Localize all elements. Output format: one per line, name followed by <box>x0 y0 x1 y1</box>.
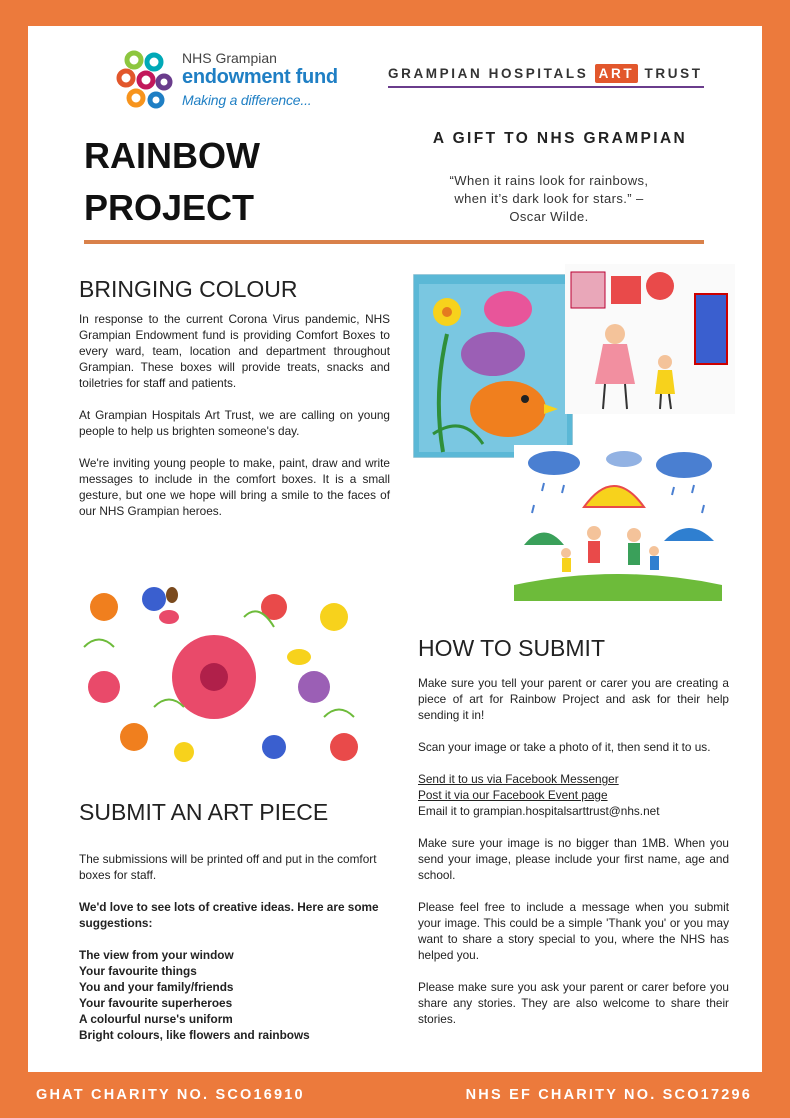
oscar-wilde-quote <box>416 172 682 226</box>
endowment-tagline: Making a difference... <box>182 92 312 108</box>
suggestion-item: Bright colours, like flowers and rainbows <box>79 1028 310 1042</box>
submit-art-p1: The submissions will be printed off and put in the comfort boxes for staff. <box>79 852 377 882</box>
how-to-submit-p4: Please feel free to include a message when you submit your image. This could be a simple 'Thank you' or you may want to share a story special to you, where the NHS has helped you. <box>418 900 729 962</box>
submit-art-p2: We'd love to see lots of creative ideas. Here are some suggestions: <box>79 900 379 930</box>
bringing-colour-heading: BRINGING COLOUR <box>79 276 298 302</box>
endowment-fund-name: endowment fund <box>182 66 338 88</box>
poster-page <box>28 26 762 1072</box>
bringing-colour-body <box>79 311 390 535</box>
submit-art-heading: SUBMIT AN ART PIECE <box>79 799 329 825</box>
submit-art-body <box>79 851 390 1043</box>
family-drawing-image <box>565 264 735 414</box>
quote-line-2: when it’s dark look for stars.” – <box>454 191 644 206</box>
ghat-logo-underline <box>388 86 704 88</box>
suggestion-item: The view from your window <box>79 948 234 962</box>
facebook-messenger-link[interactable]: Send it to us via Facebook Messenger <box>418 772 619 786</box>
ghat-logo-art: ART <box>595 64 639 83</box>
page-title <box>84 130 260 234</box>
suggestion-item: You and your family/friends <box>79 980 234 994</box>
bringing-colour-p2: At Grampian Hospitals Art Trust, we are calling on young people to help us brighten someone's day. <box>79 408 390 438</box>
suggestion-item: A colourful nurse's uniform <box>79 1012 233 1026</box>
ghat-logo-text-after: TRUST <box>638 66 703 81</box>
bird-painting-image <box>413 274 573 458</box>
umbrella-rain-image <box>514 445 722 601</box>
how-to-submit-body <box>418 675 729 1043</box>
bringing-colour-p1: In response to the current Corona Virus pandemic, NHS Grampian Endowment fund is providing Comfort Boxes to every ward, team, location and department throughout Grampian. These boxes will provide treats, snacks and toiletries for staff and patients. <box>79 312 390 390</box>
suggestion-list <box>79 947 390 1043</box>
how-to-submit-p5: Please make sure you ask your parent or carer before you share any stories. They are also welcome to share their stories. <box>418 980 729 1026</box>
nhs-ef-charity-number: NHS EF CHARITY NO. SCO17296 <box>465 1087 752 1103</box>
title-line-1: RAINBOW <box>84 135 260 176</box>
suggestion-item: Your favourite superheroes <box>79 996 233 1010</box>
gift-subtitle: A GIFT TO NHS GRAMPIAN <box>432 130 688 147</box>
flower-drawing-image <box>74 577 366 771</box>
email-line: Email it to grampian.hospitalsarttrust@nhs.net <box>418 804 660 818</box>
quote-line-1: “When it rains look for rainbows, <box>449 173 649 188</box>
title-line-2: PROJECT <box>84 187 255 228</box>
quote-line-3: Oscar Wilde. <box>509 209 589 224</box>
how-to-submit-p2: Scan your image or take a photo of it, then send it to us. <box>418 740 711 754</box>
how-to-submit-p1: Make sure you tell your parent or carer you are creating a piece of art for Rainbow Project and ask for their help sending it in! <box>418 676 729 722</box>
ghat-logo-text-before: GRAMPIAN HOSPITALS <box>388 66 595 81</box>
header-divider <box>84 240 704 244</box>
nhs-org-name: NHS Grampian <box>182 50 277 66</box>
suggestion-item: Your favourite things <box>79 964 197 978</box>
facebook-event-link[interactable]: Post it via our Facebook Event page <box>418 788 608 802</box>
how-to-submit-heading: HOW TO SUBMIT <box>418 635 605 661</box>
ghat-charity-number: GHAT CHARITY NO. SCO16910 <box>36 1087 305 1103</box>
bringing-colour-p3: We're inviting young people to make, paint, draw and write messages to include in the comfort boxes. It is a small gesture, but one we hope will bring a smile to the faces of our NHS Grampian heroes. <box>79 456 390 518</box>
ghat-logo <box>388 64 706 88</box>
endowment-swirl-icon <box>114 48 176 110</box>
how-to-submit-p3: Make sure your image is no bigger than 1MB. When you send your image, please include your first name, age and school. <box>418 836 729 882</box>
nhs-endowment-logo <box>114 48 354 118</box>
